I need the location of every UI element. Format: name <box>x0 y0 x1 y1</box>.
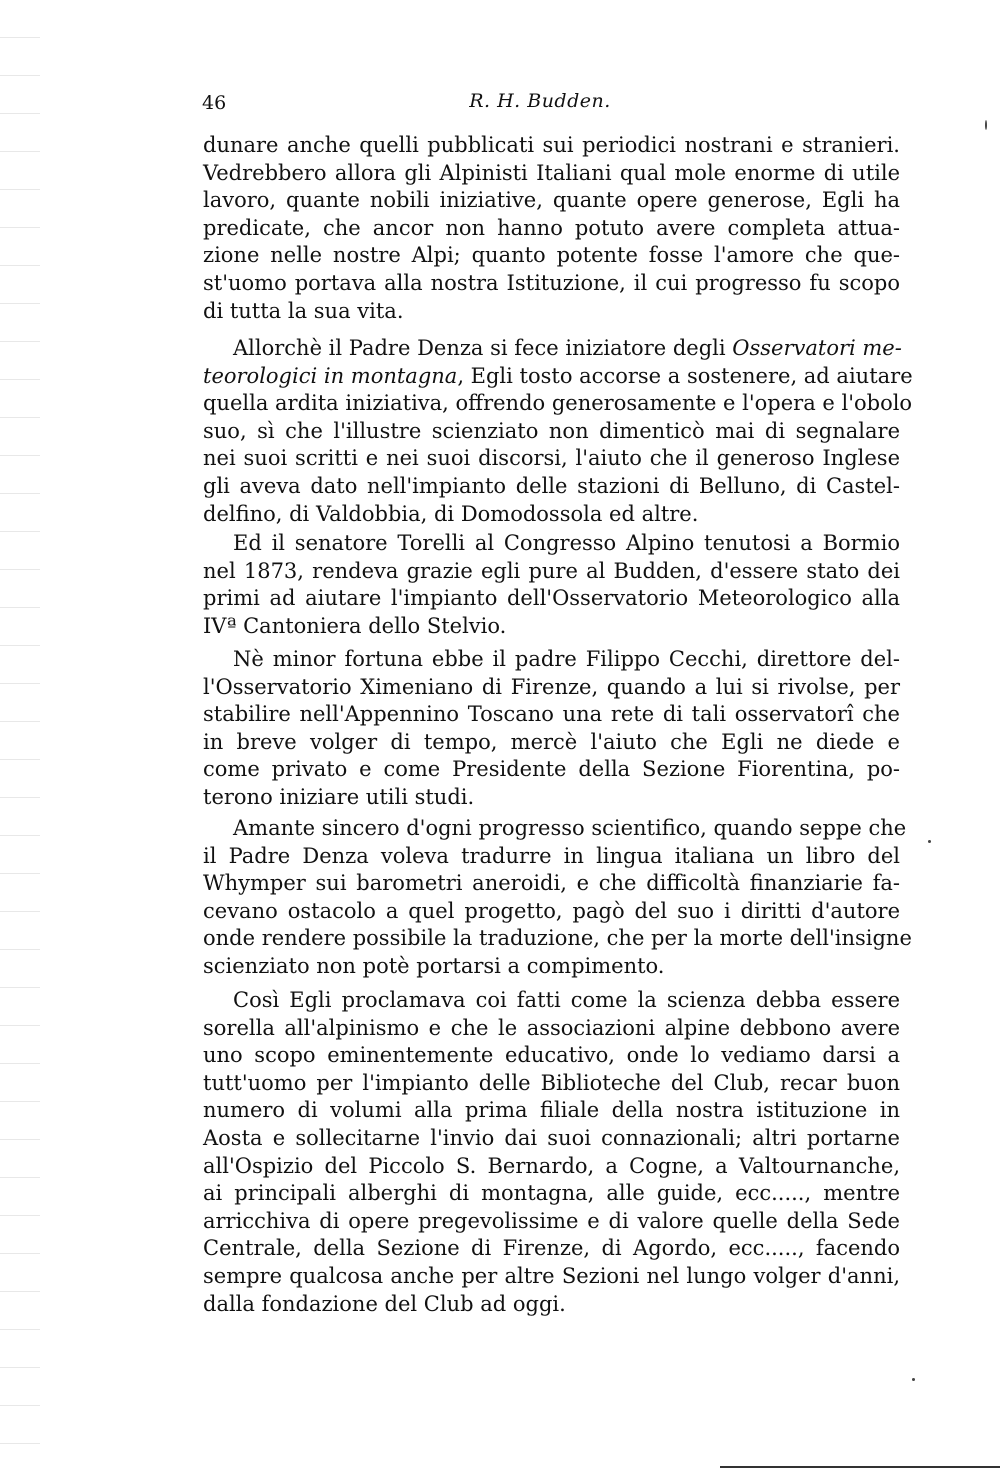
paragraph <box>203 335 913 528</box>
scan-speck <box>928 840 931 843</box>
text-line: Nè minor fortuna ebbe il padre Filippo Cecchi, direttore del- <box>233 647 900 671</box>
text-line: tutt'uomo per l'impianto delle Biblioteche del Club, recar buon <box>203 1070 900 1095</box>
text-line: uno scopo eminentemente educativo, onde lo vediamo darsi a <box>203 1043 900 1068</box>
text-line: quella ardita iniziativa, offrendo generosamente e l'opera e l'obolo <box>203 391 913 416</box>
text-line: di tutta la sua vita. <box>203 298 404 323</box>
text-line: Whymper sui barometri aneroidi, e che difficoltà finanziarie fa- <box>203 871 900 896</box>
text-line: onde rendere possibile la traduzione, che per la morte dell'insigne <box>203 926 912 951</box>
text-line: Così Egli proclamava coi fatti come la scienza debba essere <box>233 988 900 1012</box>
paragraph <box>203 530 900 640</box>
scan-speck <box>985 120 987 130</box>
text-line: st'uomo portava alla nostra Istituzione, il cui progresso fu scopo <box>203 270 900 295</box>
text-line: arricchiva di opere pregevolissime e di valore quelle della Sede <box>203 1208 900 1233</box>
text-line: ai principali alberghi di montagna, alle guide, ecc....., mentre <box>203 1181 900 1206</box>
text-line: lavoro, quante nobili iniziative, quante opere generose, Egli ha <box>203 188 900 213</box>
text-line: terono iniziare utili studi. <box>203 784 475 809</box>
text-line: gli aveva dato nell'impianto delle stazioni di Belluno, di Castel- <box>203 473 900 498</box>
text-line: delfino, di Valdobbia, di Domodossola ed altre. <box>203 501 699 526</box>
paragraph <box>203 646 900 812</box>
scan-bottom-edge <box>720 1466 1000 1468</box>
text-line: dunare anche quelli pubblicati sui periodici nostrani e stranieri. <box>203 133 900 157</box>
text-line: l'Osservatorio Ximeniano di Firenze, quando a lui si rivolse, per <box>203 674 900 699</box>
paragraph <box>203 815 912 981</box>
text-line: Amante sincero d'ogni progresso scientifico, quando seppe che <box>233 816 907 840</box>
paragraph <box>203 132 900 325</box>
text-line: Allorchè il Padre Denza si fece iniziatore degli Osservatori me- <box>233 336 902 360</box>
text-line: IVª Cantoniera dello Stelvio. <box>203 613 507 638</box>
text-line: zione nelle nostre Alpi; quanto potente fosse l'amore che que- <box>203 243 900 268</box>
text-line: Centrale, della Sezione di Firenze, di Agordo, ecc....., facendo <box>203 1236 900 1261</box>
text-line: stabilire nell'Appennino Toscano una rete di tali osservatorî che <box>203 702 900 727</box>
text-line: Vedrebbero allora gli Alpinisti Italiani qual mole enorme di utile <box>203 160 900 185</box>
text-line: nel 1873, rendeva grazie egli pure al Budden, d'essere stato dei <box>203 558 900 583</box>
paragraph <box>203 987 900 1318</box>
text-line: primi ad aiutare l'impianto dell'Osservatorio Meteorologico alla <box>203 586 900 611</box>
text-line: predicate, che ancor non hanno potuto avere completa attua- <box>203 215 900 240</box>
scan-speck <box>912 1378 915 1381</box>
text-line: sempre qualcosa anche per altre Sezioni nel lungo volger d'anni, <box>203 1263 900 1288</box>
text-line: scienziato non potè portarsi a compimento. <box>203 953 665 978</box>
text-line: in breve volger di tempo, mercè l'aiuto che Egli ne diede e <box>203 729 900 754</box>
text-line: il Padre Denza voleva tradurre in lingua italiana un libro del <box>203 843 900 868</box>
scan-edge-noise <box>0 0 40 1474</box>
text-line: suo, sì che l'illustre scienziato non dimenticò mai di segnalare <box>203 418 900 443</box>
text-line: Ed il senatore Torelli al Congresso Alpino tenutosi a Bormio <box>233 531 900 555</box>
text-line: sorella all'alpinismo e che le associazioni alpine debbono avere <box>203 1015 900 1040</box>
text-line: Aosta e sollecitarne l'invio dai suoi connazionali; altri portarne <box>203 1125 900 1150</box>
text-line: dalla fondazione del Club ad oggi. <box>203 1291 566 1316</box>
text-line: nei suoi scritti e nei suoi discorsi, l'aiuto che il generoso Inglese <box>203 446 900 471</box>
text-line: come privato e come Presidente della Sezione Fiorentina, po- <box>203 757 900 782</box>
running-title: R. H. Budden. <box>469 90 611 112</box>
text-line: numero di volumi alla prima filiale della nostra istituzione in <box>203 1098 900 1123</box>
text-line: cevano ostacolo a quel progetto, pagò del suo i diritti d'autore <box>203 898 900 923</box>
page-number: 46 <box>202 92 227 114</box>
text-line: teorologici in montagna, Egli tosto accorse a sostenere, ad aiutare <box>203 363 913 388</box>
text-line: all'Ospizio del Piccolo S. Bernardo, a Cogne, a Valtournanche, <box>203 1153 900 1178</box>
